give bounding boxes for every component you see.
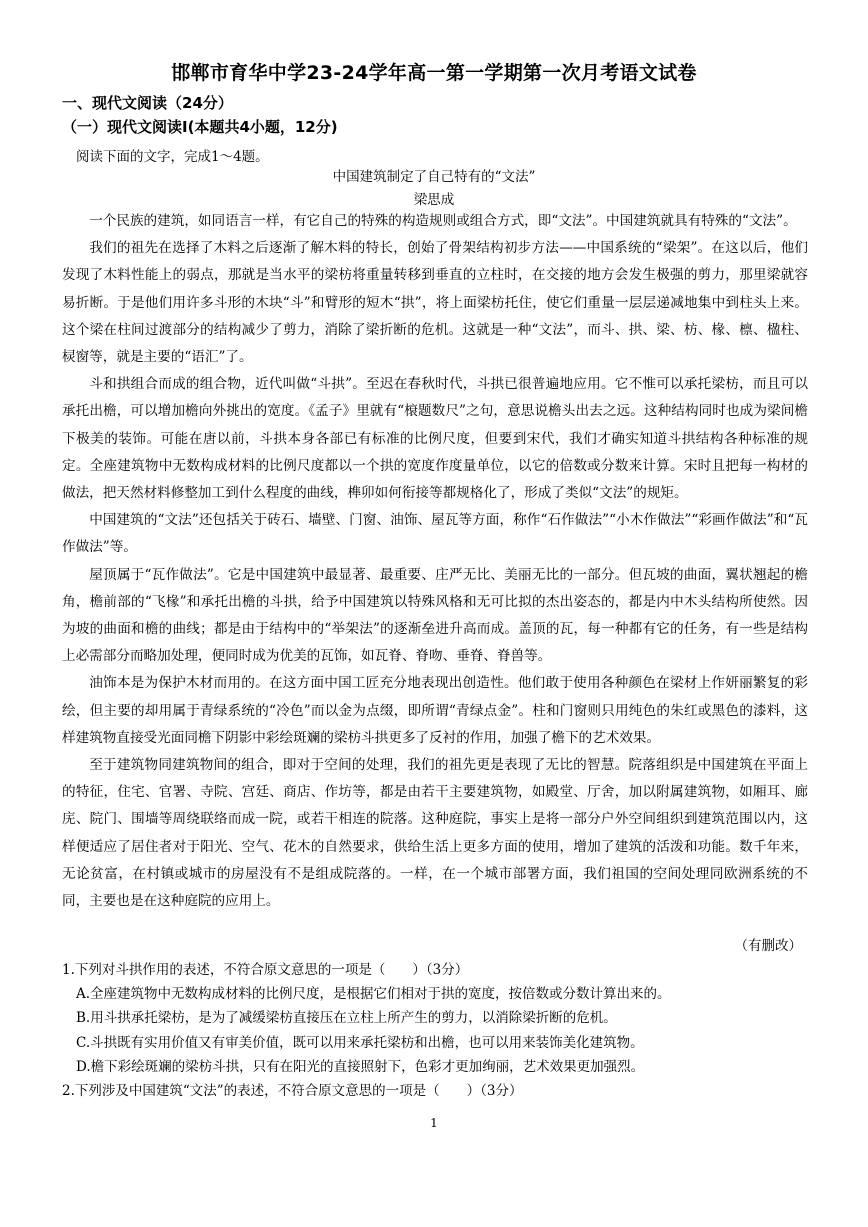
article-paragraph: 至于建筑物同建筑物间的组合，即对于空间的处理，我们的祖先更是表现了无比的智慧。院落组织是中国建筑在平面上的特征，住宅、官署、寺院、宫廷、商店、作坊等，都是由若干主要建筑物，如殿堂、厅舍，加以附属建筑物，如厢耳、廊庑、院门、围墙等周绕联络而成一院，或若干相连的院落。这种庭院，事实上是将一部分户外空间组织到建筑范围以内，这样便适应了居住者对于阳光、空气、花木的自然要求，供给生活上更多方面的使用，增加了建筑的活泼和功能。数千年来，无论贫富，在村镇或城市的房屋没有不是组成院落的。一样，在一个城市部署方面，我们祖国的空间处理同欧洲系统的不同，主要也是在这种庭院的应用上。 (62, 757, 808, 910)
article-paragraph: 油饰本是为保护木材而用的。在这方面中国工匠充分地表现出创造性。他们敢于使用各种颜色在梁材上作妍丽繁复的彩绘，但主要的却用属于青绿系统的“冷色”而以金为点缀，即所谓“青绿点金”。柱和门窗则只用纯色的朱红或黑色的漆料，这样建筑物直接受光面同檐下阴影中彩绘斑斓的梁枋斗拱更多了反衬的作用，加强了檐下的艺术效果。 (62, 675, 808, 746)
question-1-stem: 1.下列对斗拱作用的表述，不符合原文意思的一项是（ ）（3分） (62, 962, 469, 978)
article-paragraph: 我们的祖先在选择了木料之后逐渐了解木料的特长，创始了骨架结构初步方法——中国系统的“梁架”。在这以后，他们发现了木料性能上的弱点，那就是当水平的梁枋将重量转移到垂直的立柱时，在交接的地方会发生极强的剪力，那里梁就容易折断。于是他们用许多斗形的木块“斗”和臂形的短木“拱”，将上面梁枋托住，使它们重量一层层递减地集中到柱头上来。这个梁在柱间过渡部分的结构减少了剪力，消除了梁折断的危机。这就是一种“文法”，而斗、拱、梁、枋、椽、檩、楹柱、棂窗等，就是主要的“语汇”了。 (62, 240, 808, 366)
article-paragraph: 斗和拱组合而成的组合物，近代叫做“斗拱”。至迟在春秋时代，斗拱已很普遍地应用。它不惟可以承托梁枋，而且可以承托出檐，可以增加檐向外挑出的宽度。《孟子》里就有“榱题数尺”之句，意思说檐头出去之远。这种结构同时也成为梁间檐下极美的装饰。可能在唐以前，斗拱本身各部已有标准的比例尺度，但要到宋代，我们才确实知道斗拱结构各种标准的规定。全座建筑物中无数构成材料的比例尺度都以一个拱的宽度作度量单位，以它的倍数或分数来计算。宋时且把每一构材的做法，把天然材料修整加工到什么程度的曲线，榫卯如何衔接等都规格化了，形成了类似“文法”的规矩。 (62, 376, 808, 502)
article-title: 中国建筑制定了自己特有的“文法” (332, 169, 536, 185)
question-1-option-a: A.全座建筑物中无数构成材料的比例尺度，是根据它们相对于拱的宽度，按倍数或分数计算出来的。 (76, 986, 671, 1003)
article-paragraph: 一个民族的建筑，如同语言一样，有它自己的特殊的构造规则或组合方式，即“文法”。中国建筑就具有特殊的“文法”。 (89, 213, 797, 229)
article-paragraph: 中国建筑的“文法”还包括关于砖石、墙壁、门窗、油饰、屋瓦等方面，称作“石作做法”“小木作做法”“彩画作做法”和“瓦作做法”等。 (62, 512, 808, 556)
page-number: 1 (430, 1116, 438, 1130)
question-2-stem: 2.下列涉及中国建筑“文法”的表述，不符合原文意思的一项是（ ）（3分） (62, 1083, 523, 1100)
question-1-option-b: B.用斗拱承托梁枋，是为了减缓梁枋直接压在立柱上所产生的剪力，以消除梁折断的危机。 (76, 1010, 617, 1027)
exam-title: 邯郸市育华中学23-24学年高一第一学期第一次月考语文试卷 (171, 62, 697, 84)
reading-instruction: 阅读下面的文字，完成1～4题。 (76, 149, 269, 165)
article-author: 梁思成 (413, 192, 455, 208)
subsection-heading: （一）现代文阅读Ⅰ(本题共4小题，12分) (62, 118, 338, 136)
article-body (62, 208, 808, 915)
section-heading: 一、现代文阅读（24分） (62, 94, 233, 112)
question-1-option-c: C.斗拱既有实用价值又有审美价值，既可以用来承托梁枋和出檐，也可以用来装饰美化建筑物。 (76, 1034, 644, 1051)
question-list (62, 958, 808, 1103)
edit-note: （有删改） (734, 938, 802, 954)
article-paragraph: 屋顶属于“瓦作做法”。它是中国建筑中最显著、最重要、庄严无比、美丽无比的一部分。但瓦坡的曲面，翼状翘起的檐角，檐前部的“飞椽”和承托出檐的斗拱，给予中国建筑以特殊风格和无可比拟的杰出姿态的，都是内中木头结构所使然。因为坡的曲面和檐的曲线；都是由于结构中的“举架法”的逐渐垒进升高而成。盖顶的瓦，每一种都有它的任务，有一些是结构上必需部分而略加处理，便同时成为优美的瓦饰，如瓦脊、脊吻、垂脊、脊兽等。 (62, 566, 808, 665)
question-1-option-d: D.檐下彩绘斑斓的梁枋斗拱，只有在阳光的直接照射下，色彩才更加绚丽，艺术效果更加强烈。 (76, 1058, 645, 1075)
